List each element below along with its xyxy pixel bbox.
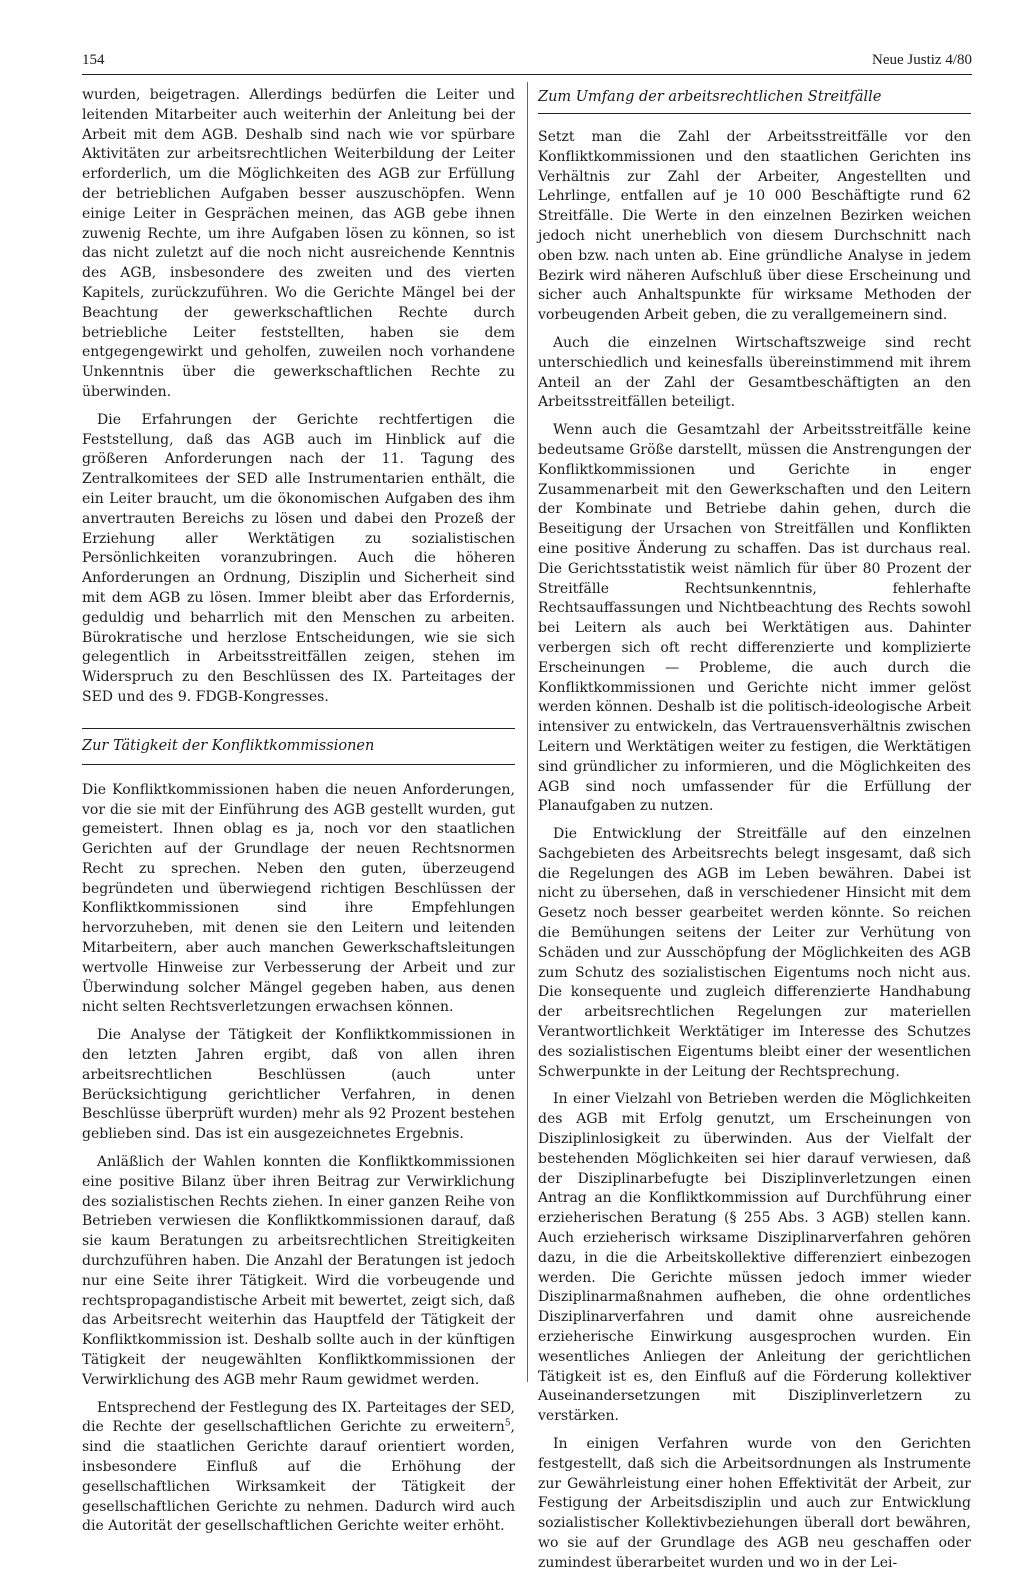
paragraph: Auch die einzelnen Wirtschaftszweige sind recht unterschiedlich und keinesfalls übereinstimmend mit ihrem Anteil an der Zahl der Gesamtbeschäftigten an den Arbeitsstreitfällen beteiligt. <box>538 334 971 411</box>
section-heading: Zum Umfang der arbeitsrechtlichen Streitfälle <box>538 86 971 114</box>
section-heading: Zur Tätigkeit der Konfliktkommissionen <box>82 728 515 765</box>
paragraph-text: , sind die staatlichen Gerichte darauf orientiert worden, insbesondere Einfluß auf die Erhöhung der gesellschaftlichen Wirksamkeit der Tätigkeit der gesellschaftlichen Gerichte zu nehmen. Dadurch wird auch die Autorität der gesellschaftlichen Gerichte weiter erhöht. <box>82 1419 515 1535</box>
journal-issue: Neue Justiz 4/80 <box>872 52 972 68</box>
paragraph: wurden, beigetragen. Allerdings bedürfen die Leiter und leitenden Mitarbeiter auch weiterhin der Anleitung bei der Arbeit mit dem AGB. Deshalb sind nach wie vor spürbare Aktivitäten zur arbeitsrechtlichen Weiterbildung der Leiter erforderlich, um die Möglichkeiten des AGB zur Erfüllung der betrieblichen Aufgaben besser auszuschöpfen. Wenn einige Leiter in Gesprächen meinen, das AGB gebe ihnen zuwenig Rechte, um ihre Aufgaben lösen zu können, so ist das nicht zuletzt auf die noch nicht ausreichende Kenntnis des AGB, insbesondere des zweiten und des vierten Kapitels, zurückzuführen. Wo die Gerichte Mängel bei der Beachtung der gewerkschaftlichen Rechte durch betriebliche Leiter feststellten, haben sie dem entgegengewirkt und geholfen, zuweilen noch vorhandene Unkenntnis über die gewerkschaftlichen Rechte zu überwinden. <box>82 87 515 400</box>
column-divider <box>527 82 528 1382</box>
footnote-marker: 5 <box>504 1418 511 1429</box>
paragraph <box>82 1399 515 1538</box>
page-number: 154 <box>82 52 105 68</box>
paragraph: In einigen Verfahren wurde von den Gerichten festgestellt, daß sich die Arbeitsordnungen als Instrumente zur Gewährleistung einer hohen Effektivität der Arbeit, zur Festigung der Arbeitsdisziplin und auch zur Entwicklung sozialistischer Kollektivbeziehungen überall dort bewähren, wo sie auf der Grundlage des AGB neu geschaffen oder zumindest überarbeitet wurden und wo in der Lei- <box>538 1436 971 1571</box>
left-column <box>82 86 515 1545</box>
paragraph: Die Entwicklung der Streitfälle auf den einzelnen Sachgebieten des Arbeitsrechts belegt insgesamt, daß sich die Regelungen des AGB im Leben bewähren. Dabei ist nicht zu übersehen, daß in verschiedener Hinsicht mit dem Gesetz noch besser gearbeitet werden könnte. So reichen die Bemühungen seitens der Leiter zur Verhütung von Schäden und zur Ausschöpfung der Möglichkeiten des AGB zum Schutz des sozialistischen Eigentums noch nicht aus. Die konsequente und zugleich differenzierte Handhabung der arbeitsrechtlichen Regelungen zur materiellen Verantwortlichkeit Werktätiger im Interesse des Schutzes des sozialistischen Eigentums bleibt einer der wesentlichen Schwerpunkte in der Leitung der Rechtsprechung. <box>538 826 971 1080</box>
paragraph-text: Entsprechend der Festlegung des IX. Parteitages der SED, die Rechte der gesellschaftlichen Gerichte zu erweitern <box>82 1399 515 1436</box>
paragraph: Anläßlich der Wahlen konnten die Konfliktkommissionen eine positive Bilanz über ihren Beitrag zur Verwirklichung des sozialistischen Rechts ziehen. In einer ganzen Reihe von Betrieben verwiesen die Konfliktkommissionen darauf, daß sie kaum Beratungen zu arbeitsrechtlichen Streitigkeiten durchzuführen haben. Die Anzahl der Beratungen ist jedoch nur eine Seite ihrer Tätigkeit. Wird die vorbeugende und rechtspropagandistische Arbeit mit bewertet, zeigt sich, daß das Arbeitsrecht weiterhin das Hauptfeld der Tätigkeit der Konfliktkommission ist. Deshalb sollte auch in der künftigen Tätigkeit der neugewählten Konfliktkommissionen der Verwirklichung des AGB mehr Raum gewidmet werden. <box>82 1154 515 1388</box>
paragraph: Wenn auch die Gesamtzahl der Arbeitsstreitfälle keine bedeutsame Größe darstellt, müssen die Anstrengungen der Konfliktkommissionen und Gerichte in enger Zusammenarbeit mit den Gewerkschaften und den Leitern der Kombinate und Betriebe dahin gehen, durch die Beseitigung der Ursachen von Streitfällen und Konflikten eine positive Änderung zu schaffen. Das ist durchaus real. Die Gerichtsstatistik weist nämlich für über 80 Prozent der Streitfälle Rechtsunkenntnis, fehlerhafte Rechtsauffassungen und Nichtbeachtung des Rechts sowohl bei Leitern als auch bei Werktätigen aus. Dahinter verbergen sich oft recht differenzierte und komplizierte Erscheinungen — Probleme, die auch durch die Konfliktkommissionen und Gerichte nicht immer gelöst werden können. Deshalb ist die politisch-ideologische Arbeit intensiver zu entwickeln, das Vertrauensverhältnis zwischen Leitern und Werktätigen weiter zu festigen, die Werktätigen sind gründlicher zu informieren, und die Möglichkeiten des AGB sind noch umfassender für die Erfüllung der Planaufgaben zu nutzen. <box>538 422 971 815</box>
paragraph: Die Erfahrungen der Gerichte rechtfertigen die Feststellung, daß das AGB auch im Hinblick auf die größeren Anforderungen nach der 11. Tagung des Zentralkomitees der SED alle Instrumentarien enthält, die ein Leiter braucht, um die ökonomischen Aufgaben des ihm anvertrauten Bereichs zu lösen und dabei den Prozeß der Erziehung aller Werktätigen zu sozialistischen Persönlichkeiten voranzubringen. Auch die höheren Anforderungen an Ordnung, Disziplin und Sicherheit sind mit dem AGB zu lösen. Immer bleibt aber das Erfordernis, geduldig und beharrlich mit den Menschen zu arbeiten. Bürokratische und herzlose Entscheidungen, wie sie sich gelegentlich in Arbeitsstreitfällen zeigen, stehen im Widerspruch zu den Beschlüssen des IX. Parteitages der SED und des 9. FDGB-Kongresses. <box>82 411 515 705</box>
paragraph: In einer Vielzahl von Betrieben werden die Möglichkeiten des AGB mit Erfolg genutzt, um Erscheinungen von Disziplinlosigkeit zu überwinden. Aus der Vielfalt der bestehenden Möglichkeiten sei hier darauf verwiesen, daß der Disziplinarbefugte bei Disziplinverletzungen einen Antrag an die Konfliktkommission auf Durchführung einer erzieherischen Beratung (§ 255 Abs. 3 AGB) stellen kann. Auch erzieherisch wirksame Disziplinarverfahren gehören dazu, in die die Arbeitskollektive differenziert einbezogen werden. Die Gerichte müssen jedoch immer wieder Disziplinarmaßnahmen aufheben, die ohne ordentliches Disziplinarverfahren und damit ohne ausreichende erzieherische Einwirkung ausgesprochen wurden. Ein wesentliches Anliegen der Anleitung der gerichtlichen Tätigkeit ist es, den Einfluß auf die Förderung kollektiver Auseinandersetzungen mit Disziplinverletzern zu verstärken. <box>538 1091 971 1425</box>
paragraph: Die Konfliktkommissionen haben die neuen Anforderungen, vor die sie mit der Einführung des AGB gestellt wurden, gut gemeistert. Ihnen oblag es ja, noch vor den staatlichen Gerichten auf der Grundlage der neuen Rechtsnormen Recht zu sprechen. Neben den guten, überzeugend begründeten und überwiegend richtigen Beschlüssen der Konfliktkommissionen sind ihre Empfehlungen hervorzuheben, mit denen sie den Leitern und leitenden Mitarbeitern, aber auch manchen Gewerkschaftsleitungen wertvolle Hinweise zur Verbesserung der Arbeit und zur Überwindung solcher Mängel gegeben haben, aus denen nicht selten Rechtsverletzungen erwachsen können. <box>82 781 515 1016</box>
paragraph: Setzt man die Zahl der Arbeitsstreitfälle vor den Konfliktkommissionen und den staatlichen Gerichten ins Verhältnis zur Zahl der Arbeiter, Angestellten und Lehrlinge, entfallen auf je 10 000 Beschäftigte rund 62 Streitfälle. Die Werte in den einzelnen Bezirken weichen jedoch nicht unerheblich von diesem Durchschnitt nach oben bzw. nach unten ab. Eine gründliche Analyse in jedem Bezirk wird näheren Aufschluß über diese Erscheinung und sicher auch Anhaltspunkte für wirksame Methoden der vorbeugenden Arbeit geben, die zu verallgemeinern sind. <box>538 129 971 324</box>
right-column <box>538 86 971 1582</box>
page-header <box>82 50 972 75</box>
paragraph: Die Analyse der Tätigkeit der Konfliktkommissionen in den letzten Jahren ergibt, daß von allen ihren arbeitsrechtlichen Beschlüssen (auch unter Berücksichtigung gerichtlicher Verfahren, in denen Beschlüsse überprüft wurden) mehr als 92 Prozent bestehen geblieben sind. Das ist ein ausgezeichnetes Ergebnis. <box>82 1027 515 1143</box>
